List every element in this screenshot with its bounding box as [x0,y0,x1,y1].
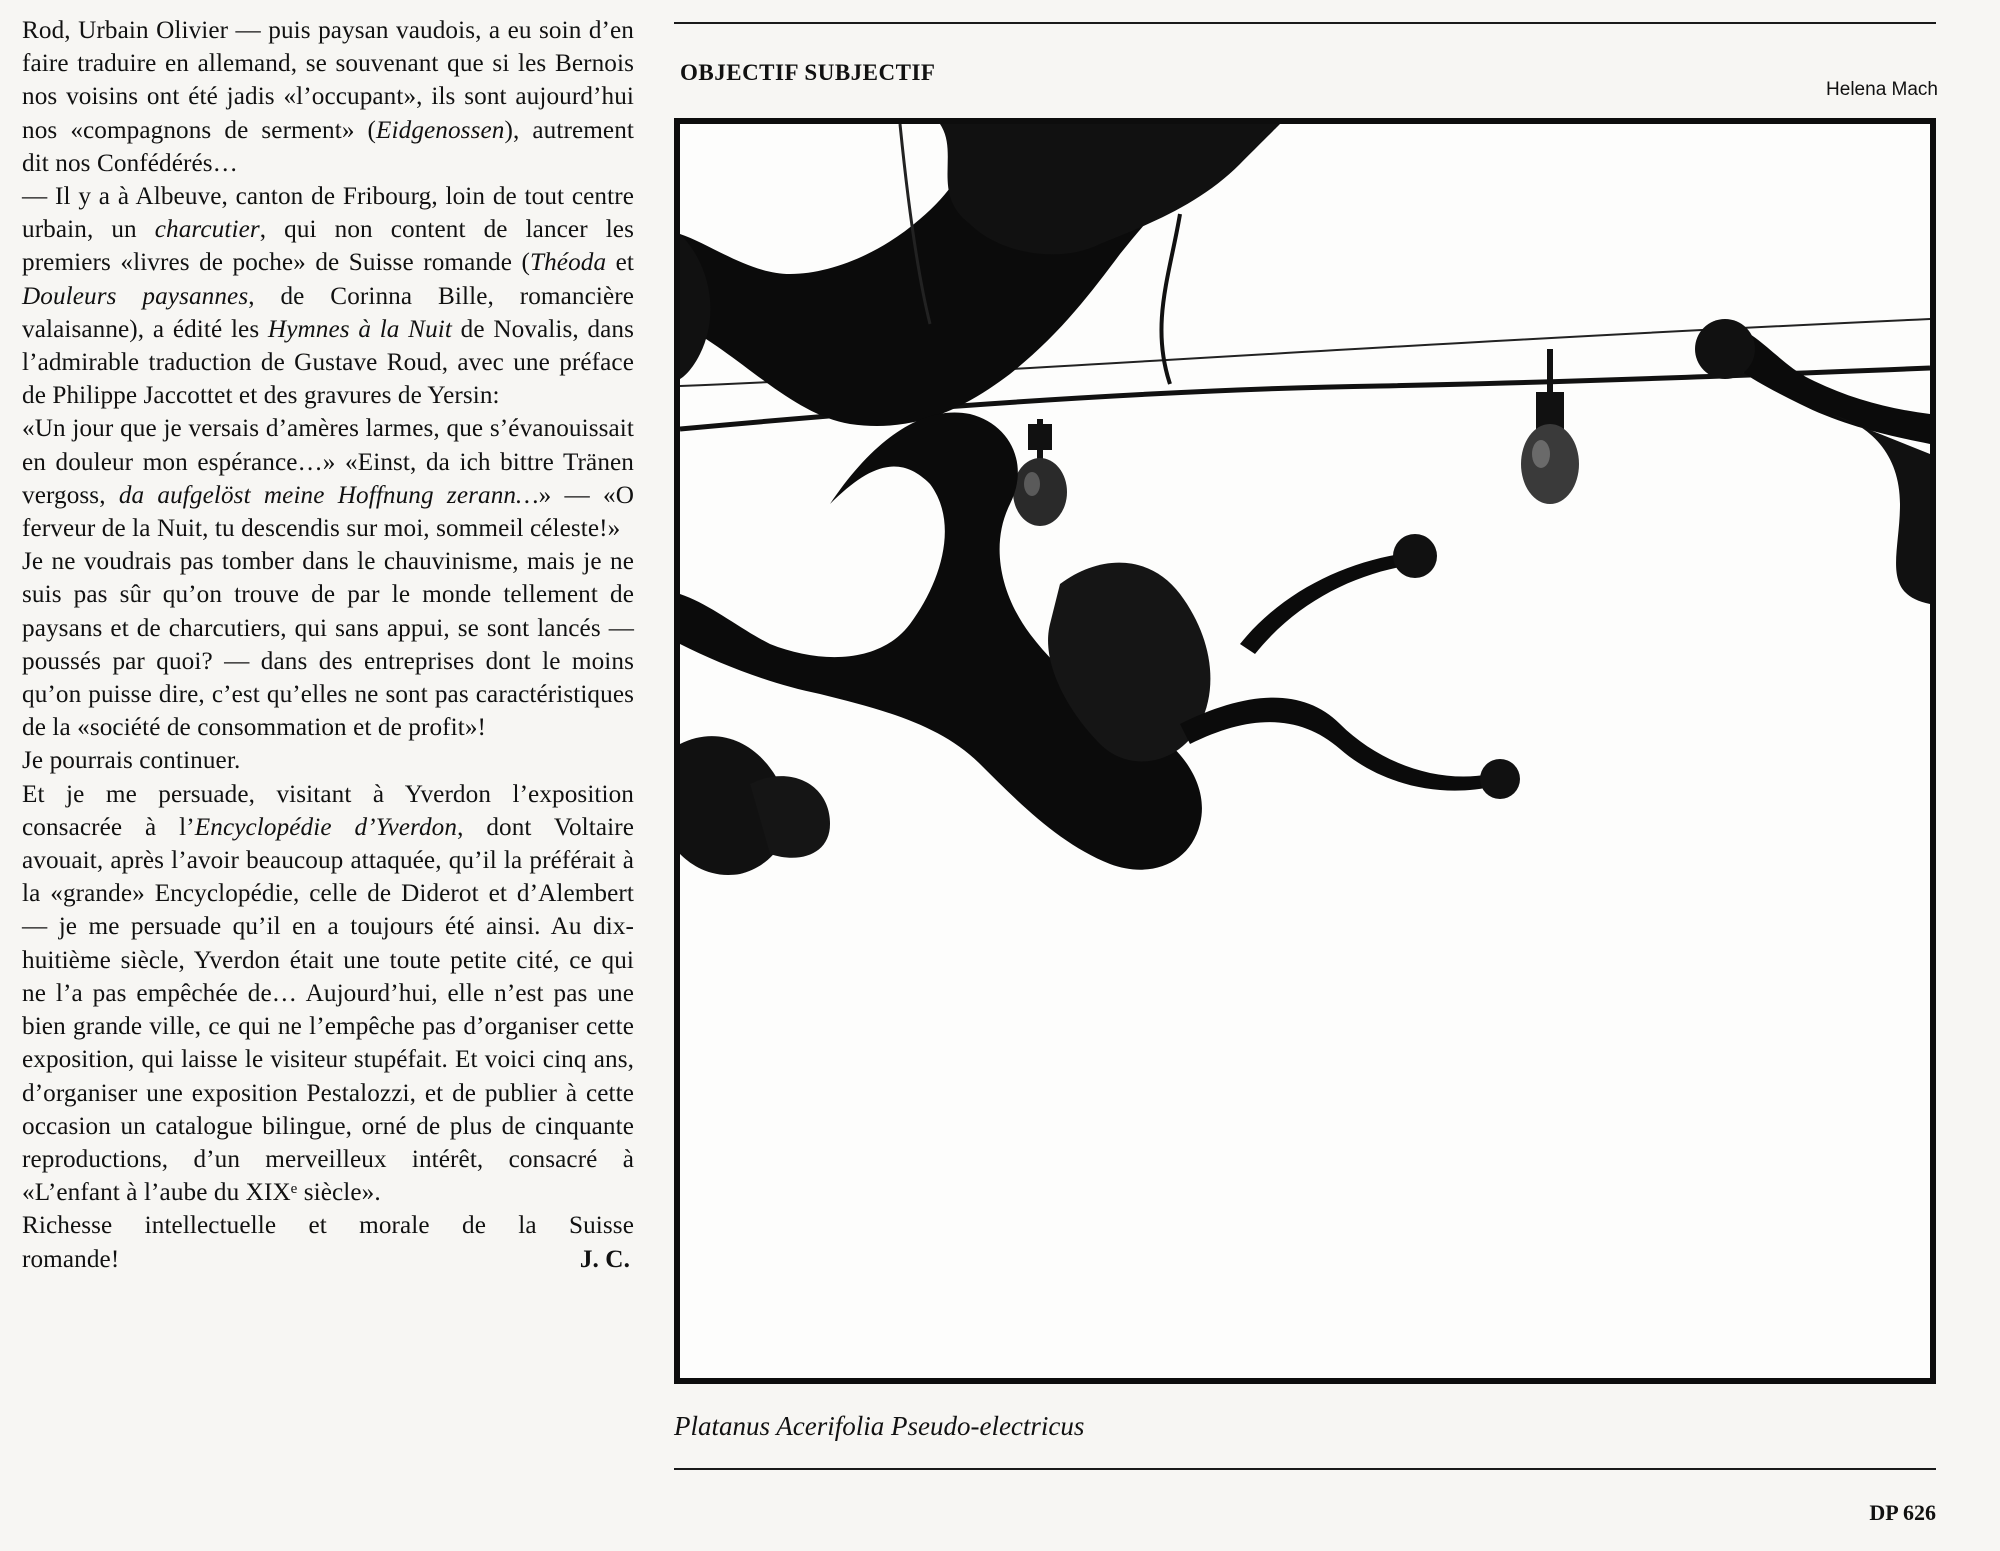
italic-text: Hymnes à la Nuit [267,315,452,343]
article-paragraph [22,14,634,180]
text-run: Je pourrais continuer. [22,747,241,775]
text-run: , de Corinna Bille, romancière valaisanne), a édité les [22,282,634,343]
text-run: Et je me persuade, visitant à Yverdon l’exposition consacrée à l’ [22,780,634,841]
italic-text: Théoda [529,249,607,277]
text-run: et [606,249,634,277]
italic-text: Encyclopédie d’Yverdon [194,813,458,841]
text-run: de Novalis, dans l’admirable traduction de Gustave Roud, avec une préface de Philippe Jaccottet et des gravures de Yersin: [22,315,635,410]
article-paragraph [22,778,634,1210]
italic-text: Douleurs paysannes [22,282,249,310]
article-paragraph [22,744,634,777]
photograph [674,118,1936,1384]
italic-text: Eidgenossen [376,116,505,144]
text-run: «Un jour que je versais d’amères larmes, que s’évanouissait en douleur mon espérance…» «Einst, da ich bittre Tränen vergoss, [22,415,634,509]
photo-plane-tree-with-bulbs [680,124,1930,1378]
bottom-rule [674,1468,1936,1470]
top-rule [674,22,1936,24]
photographer-credit: Helena Mach [1826,79,1938,100]
italic-text: charcutier [154,216,260,244]
section-title: OBJECTIF SUBJECTIF [680,60,936,85]
article-paragraph [22,412,634,545]
page-folio: DP 626 [1869,1500,1936,1525]
article-column [22,14,634,1276]
text-run: Je ne voudrais pas tomber dans le chauvinisme, mais je ne suis pas sûr qu’on trouve de par le monde tellement de paysans et de charcutiers, qui sans appui, se sont lancés — poussés par quoi? — dans des entreprises dont le moins qu’on puisse dire, c’est qu’elles ne sont pas caractéristiques de la «société de consommation et de profit»! [22,548,634,742]
text-run: , qui non content de lancer les premiers «livres de poche» de Suisse romande ( [22,216,634,277]
text-run: ), autrement dit nos Confédérés… [22,116,634,177]
text-run: » — «O ferveur de la Nuit, tu descendis sur moi, sommeil céleste!» [22,481,634,543]
text-run: Rod, Urbain Olivier — puis paysan vaudois, a eu soin d’en faire traduire en allemand, se souvenant que si les Bernois nos voisins ont été jadis «l’occupant», ils sont aujourd’hui nos «compagnons de serment» ( [22,17,634,144]
text-run: — Il y a à Albeuve, canton de Fribourg, loin de tout centre urbain, un [22,183,634,244]
closing-line-1: Richesse intellectuelle et morale de la Suisse [22,1212,634,1240]
author-signature: J. C. [579,1245,630,1273]
italic-text: da aufgelöst meine Hoffnung zerann… [118,481,539,509]
article-paragraph [22,180,634,412]
text-run: , dont Voltaire avouait, après l’avoir beaucoup attaquée, qu’il la préférait à la «grande» Encyclopédie, celle de Diderot et d’Alembert — je me persuade qu’il en a toujours été ainsi. Au dix-huitième siècle, Yverdon était une toute petite cité, ce qui ne l’a pas empêchée de… Aujourd’hui, elle n’est pas une bien grande ville, ce qui ne l’empêche pas d’organiser cette exposition, qui laisse le visiteur stupéfait. Et voici cinq ans, d’organiser une exposition Pestalozzi, et de publier à cette occasion un catalogue bilingue, orné de plus de cinquante reproductions, d’un merveilleux intérêt, consacré à «L’enfant à l’aube du XIXᵉ siècle». [22,813,634,1207]
photo-caption: Platanus Acerifolia Pseudo-electricus [674,1411,1085,1441]
article-paragraph [22,545,634,744]
closing-signoff [22,1243,634,1276]
article-body [22,14,634,1209]
closing-line-2: romande! [22,1245,120,1273]
